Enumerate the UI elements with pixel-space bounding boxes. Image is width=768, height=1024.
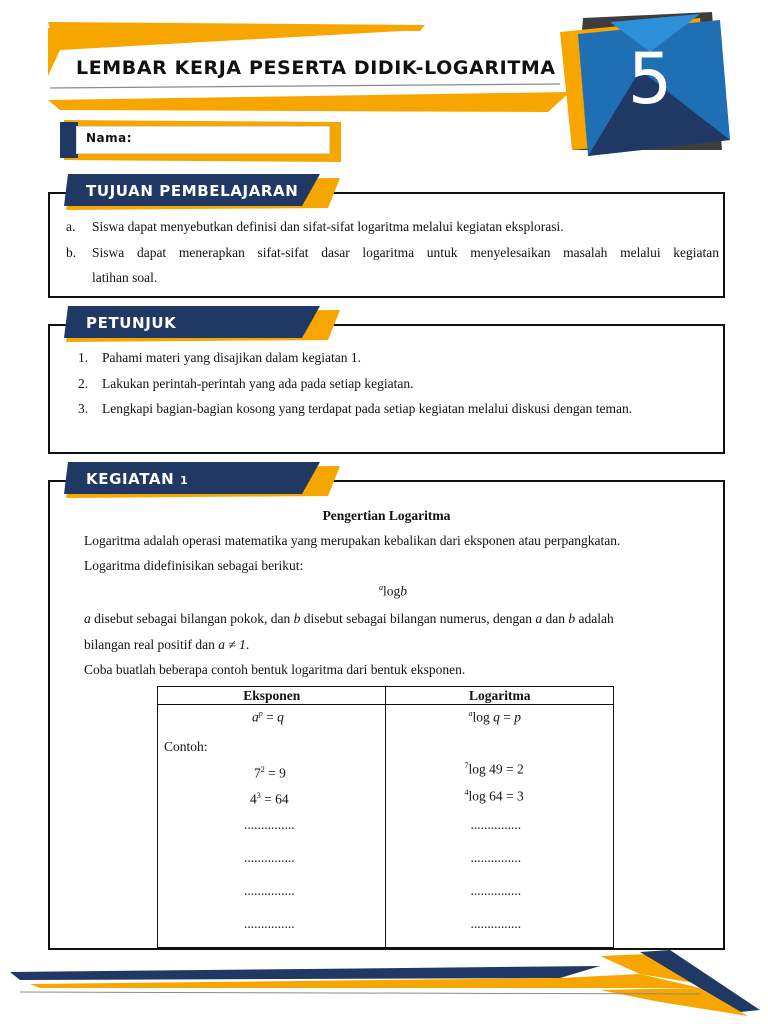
expl-line2-end: . [245, 637, 250, 652]
ex2-result: = 64 [260, 791, 289, 807]
gen-exp-eq: = [262, 709, 278, 725]
ex1-power: 2 [260, 765, 265, 774]
exponent-blank-4[interactable]: ............... [244, 916, 295, 931]
objectives-heading: TUJUAN PEMBELAJARAN [86, 182, 299, 200]
activity-subtitle: Pengertian Logaritma [322, 508, 451, 523]
page-title: LEMBAR KERJA PESERTA DIDIK-LOGARITMA [76, 57, 556, 79]
ex1-result: = 9 [264, 765, 286, 781]
exponent-blank-2[interactable]: ............... [244, 850, 295, 865]
activity-explanation-line2 [84, 637, 249, 653]
objective-text-a: Siswa dapat menyebutkan definisi dan sifat-sifat logaritma melalui kegiatan eksplorasi. [92, 219, 564, 234]
var-a: a [84, 611, 91, 626]
activity-number: 1 [180, 474, 189, 487]
name-label: Nama: [86, 131, 133, 145]
log-blank-3[interactable]: ............... [470, 883, 522, 898]
objective-marker-a: a. [66, 219, 76, 234]
ex1-log-text: log 49 = 2 [468, 761, 524, 777]
gen-exp-power: p [258, 709, 263, 718]
instruction-marker-2: 2. [78, 376, 89, 391]
example-exponent-2 [250, 791, 289, 808]
log-definition-arg: b [400, 583, 408, 599]
instruction-text-3: Lengkapi bagian-bagian kosong yang terdapat pada setiap kegiatan melalui diskusi dengan teman. [102, 401, 633, 416]
objective-text-b-cont: latihan soal. [92, 270, 158, 285]
log-blank-2[interactable]: ............... [470, 850, 522, 865]
gen-log-result: p [514, 709, 521, 725]
log-blank-4[interactable]: ............... [470, 916, 522, 931]
objective-marker-b: b. [66, 245, 77, 260]
table-header-logarithm: Logaritma [386, 687, 614, 705]
gen-log-word: log [472, 709, 494, 725]
unit-number-badge: 5 [627, 38, 673, 120]
general-log-form [468, 709, 521, 726]
exponent-blank-3[interactable]: ............... [244, 883, 295, 898]
example-log-1 [464, 761, 523, 778]
ex2-power: 3 [256, 791, 261, 800]
ex2-log-base: 4 [464, 788, 469, 797]
gen-exp-base: a [252, 709, 259, 725]
expl-text-3: dan [542, 611, 569, 626]
example-log-2 [464, 788, 523, 805]
exponent-blank-1[interactable]: ............... [244, 817, 295, 832]
gen-log-arg: q [493, 709, 500, 725]
gen-log-base: a [468, 709, 473, 718]
instruction-text-1: Pahami materi yang disajikan dalam kegiatan 1. [102, 350, 362, 365]
activity-paragraph-2: Logaritma didefinisikan sebagai berikut: [84, 558, 304, 573]
activity-heading-label: KEGIATAN [86, 470, 175, 488]
gen-log-eq: = [499, 709, 515, 725]
exponent-column [158, 705, 386, 948]
table-header-exponent: Eksponen [158, 687, 386, 705]
objective-text-b: Siswa dapat menerapkan sifat-sifat dasar logaritma untuk menyelesaikan masalah melalui kegiatan [92, 245, 719, 260]
log-definition-log: log [383, 583, 401, 599]
expl-text-1: disebut sebagai bilangan pokok, dan [90, 611, 294, 626]
var-a-2: a [535, 611, 543, 626]
ex2-log-text: log 64 = 3 [468, 788, 524, 804]
activity-heading [86, 470, 188, 488]
gen-exp-result: q [277, 709, 284, 725]
instruction-marker-3: 3. [78, 401, 89, 416]
expl-text-2: disebut sebagai bilangan numerus, dengan [300, 611, 536, 626]
instruction-marker-1: 1. [78, 350, 89, 365]
activity-paragraph-1: Logaritma adalah operasi matematika yang merupakan kebalikan dari eksponen atau perpangkatan. [84, 533, 621, 548]
condition-a-not-1: a ≠ 1 [218, 637, 246, 652]
log-definition [379, 583, 407, 600]
ex1-base: 7 [254, 765, 261, 781]
instruction-text-2: Lakukan perintah-perintah yang ada pada setiap kegiatan. [102, 376, 414, 391]
ex2-base: 4 [250, 791, 257, 807]
ex1-log-base: 7 [464, 761, 469, 770]
activity-explanation [84, 611, 714, 627]
example-label: Contoh: [164, 739, 208, 754]
var-b-2: b [568, 611, 576, 626]
expl-line2-text: bilangan real positif dan [84, 637, 219, 652]
logarithm-column [386, 705, 614, 948]
var-b: b [293, 611, 301, 626]
exponent-log-table [157, 686, 614, 948]
activity-instruction: Coba buatlah beberapa contoh bentuk logaritma dari bentuk eksponen. [84, 662, 466, 677]
log-definition-base: a [379, 583, 383, 592]
footer-decoration [0, 950, 768, 1024]
expl-text-4: adalah [575, 611, 614, 626]
example-exponent-1 [254, 765, 286, 782]
instructions-heading: PETUNJUK [86, 314, 177, 332]
log-blank-1[interactable]: ............... [470, 817, 522, 832]
general-exponent-form [252, 709, 284, 726]
